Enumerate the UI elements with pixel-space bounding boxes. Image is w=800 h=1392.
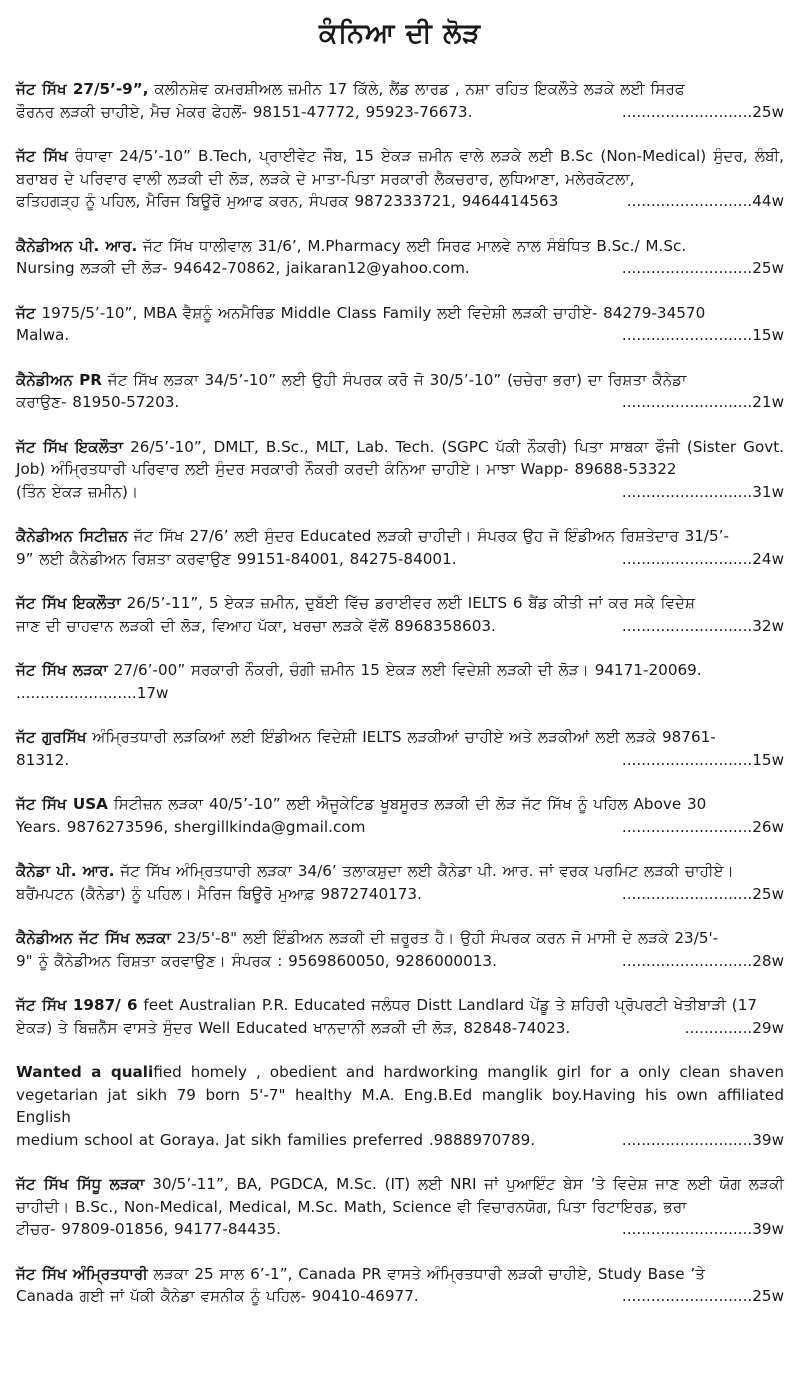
ad-last-line xyxy=(16,1218,784,1241)
ad-word-count: ...........................25w xyxy=(621,884,784,903)
ad-heading: ਕੈਨੇਡੀਅਨ ਪੀ. ਆਰ. xyxy=(16,236,138,255)
ad-last-line xyxy=(16,749,784,772)
ad-body: feet Australian P.R. Educated ਜਲੰਧਰ Distt Landlard ਪੇਂਡੂ ਤੇ ਸ਼ਹਿਰੀ ਪ੍ਰੋਪਰਟੀ ਖੇਤੀਬਾੜੀ (17 xyxy=(137,996,758,1015)
ad-last-text: .........................17w xyxy=(16,683,169,702)
ad-last-text: ਟੀਚਰ- 97809-01856, 94177-84435. xyxy=(16,1220,281,1239)
ad-heading: ਜੱਟ ਸਿੱਖ 27/5’-9”, xyxy=(16,80,149,99)
ad-last-text: ਕਰਾਉਣ- 81950-57203. xyxy=(16,393,180,412)
ad-body: ਜੱਟ ਸਿੱਖ 27/6’ ਲਈ ਸੁੰਦਰ Educated ਲੜਕੀ ਚਾਹੀਦੀ। ਸੰਪਰਕ ਉਹ ਜੋ ਇੰਡੀਅਨ ਰਿਸ਼ਤੇਦਾਰ 31/5’- xyxy=(127,527,729,546)
ad-last-text: medium school at Goraya. Jat sikh families preferred .9888970789. xyxy=(16,1130,536,1149)
ad-word-count: ..........................44w xyxy=(626,192,784,211)
ad-word-count: ...........................25w xyxy=(621,259,784,278)
ad-text xyxy=(16,145,784,190)
ad-body: 1975/5’-10”, MBA ਵੈਸ਼ਨੂੰ ਅਨਮੈਰਿਡ Middle Class Family ਲਈ ਵਿਦੇਸ਼ੀ ਲੜਕੀ ਚਾਹੀਏ- 84279-34570 xyxy=(35,303,706,322)
ad-last-line xyxy=(16,190,784,213)
ad-last-line xyxy=(16,101,784,124)
ad-text xyxy=(16,1263,784,1286)
ad-text xyxy=(16,369,784,392)
ad-text xyxy=(16,302,784,325)
ad-last-line xyxy=(16,883,784,906)
ad-body: ਅੰਮ੍ਰਿਤਧਾਰੀ ਲੜਕਿਆਂ ਲਈ ਇੰਡੀਅਨ ਵਿਦੇਸ਼ੀ IELTS ਲੜਕੀਆਂ ਚਾਹੀਏ ਅਤੇ ਲੜਕੀਆਂ ਲਈ ਲੜਕੇ 98761- xyxy=(86,728,716,747)
ad-last-line xyxy=(16,950,784,973)
ad-last-line xyxy=(16,1129,784,1152)
ad-heading: ਜੱਟ ਸਿੱਖ xyxy=(16,147,68,166)
ad-heading: ਜੱਟ ਸਿੱਖ 1987/ 6 xyxy=(16,996,138,1015)
ad-body: ਕਲੀਨਸ਼ੇਵ ਕਮਰਸ਼ੀਅਲ ਜ਼ਮੀਨ 17 ਕਿੱਲੇ, ਲੈਂਡ ਲਾਰਡ , ਨਸ਼ਾ ਰਹਿਤ ਇਕਲੌਤੇ ਲੜਕੇ ਲਈ ਸਿਰਫ xyxy=(148,80,685,99)
ad-text xyxy=(16,436,784,481)
ad-heading: ਜੱਟ ਸਿੱਖ USA xyxy=(16,795,108,814)
ad-heading: Wanted a quali xyxy=(16,1063,154,1082)
classified-ad xyxy=(16,436,784,504)
ad-word-count: ...........................28w xyxy=(621,951,784,970)
ad-last-text: Years. 9876273596, shergillkinda@gmail.com xyxy=(16,817,366,836)
ad-last-line xyxy=(16,257,784,280)
ad-last-line xyxy=(16,682,784,705)
ad-text xyxy=(16,235,784,258)
ad-heading: ਕੈਨੇਡੀਅਨ ਸਿਟੀਜ਼ਨ xyxy=(16,527,128,546)
classified-ad xyxy=(16,525,784,570)
ad-text xyxy=(16,1061,784,1129)
ad-word-count: ...........................25w xyxy=(621,1287,784,1306)
ad-word-count: ...........................25w xyxy=(621,102,784,121)
ad-word-count: ...........................26w xyxy=(621,817,784,836)
ad-body: 30/5’-11”, BA, PGDCA, M.Sc. (IT) ਲਈ NRI ਜਾਂ ਪੁਆਇੰਟ ਬੇਸ ’ਤੇ ਵਿਦੇਸ਼ ਜਾਣ ਲਈ ਯੋਗ ਲੜਕੀ ਚਾਹੀਦੀ। B.Sc., Non-Medical, Medical, M.Sc. Math, Science ਵੀ ਵਿਚਾਰਨਯੋਗ, ਪਿਤਾ ਰਿਟਾਇਰਡ, ਭਰਾ xyxy=(16,1175,784,1216)
ad-text xyxy=(16,994,784,1017)
classified-ad xyxy=(16,860,784,905)
ad-last-text: ਬਰੈਂਮਪਟਨ (ਕੈਨੇਡਾ) ਨੂੰ ਪਹਿਲ। ਮੈਰਿਜ ਬਿਊਰੋ ਮੁਆਫ਼ 9872740173. xyxy=(16,884,422,903)
classified-ad xyxy=(16,659,784,704)
ads-list xyxy=(16,78,784,1308)
ad-last-text: Malwa. xyxy=(16,326,70,345)
classified-ad xyxy=(16,1263,784,1308)
ad-body: ਲੜਕਾ 25 ਸਾਲ 6’-1”, Canada PR ਵਾਸਤੇ ਅੰਮ੍ਰਿਤਧਾਰੀ ਲੜਕੀ ਚਾਹੀਏ, Study Base ’ਤੇ xyxy=(147,1264,705,1283)
ad-word-count: ...........................32w xyxy=(621,616,784,635)
classified-ad xyxy=(16,927,784,972)
ad-last-line xyxy=(16,391,784,414)
classified-ad xyxy=(16,994,784,1039)
ad-last-text: (ਤਿੰਨ ਏਕੜ ਜ਼ਮੀਨ)। xyxy=(16,482,139,501)
ad-heading: ਕੈਨੇਡਾ ਪੀ. ਆਰ. xyxy=(16,862,115,881)
classified-ad xyxy=(16,235,784,280)
classified-ad xyxy=(16,1061,784,1151)
ad-body: 26/5’-11”, 5 ਏਕੜ ਜ਼ਮੀਨ, ਦੁਬੱਈ ਵਿੱਚ ਡਰਾਈਵਰ ਲਈ IELTS 6 ਬੈਂਡ ਕੀਤੀ ਜਾਂ ਕਰ ਸਕੇ ਵਿਦੇਸ਼ xyxy=(120,594,696,613)
ad-body: ਰੰਧਾਵਾ 24/5’-10” B.Tech, ਪ੍ਰਾਈਵੇਟ ਜੌਬ, 15 ਏਕੜ ਜ਼ਮੀਨ ਵਾਲੇ ਲੜਕੇ ਲਈ B.Sc (Non-Medical) ਸੁੰਦਰ, ਲੰਬੀ, ਬਰਾਬਰ ਦੇ ਪਰਿਵਾਰ ਵਾਲੀ ਲੜਕੀ ਦੀ ਲੋੜ, ਲੜਕੇ ਦੇ ਮਾਤਾ-ਪਿਤਾ ਸਰਕਾਰੀ ਲੈਕਚਰਾਰ, ਲੁਧਿਆਣਾ, ਮਲੇਰਕੋਟਲਾ, xyxy=(16,147,784,188)
ad-text xyxy=(16,927,784,950)
ad-last-line xyxy=(16,1017,784,1040)
ad-heading: ਜੱਟ ਸਿੱਖ ਇਕਲੌਤਾ xyxy=(16,437,124,456)
ad-word-count: ..............29w xyxy=(684,1018,784,1037)
classified-ad xyxy=(16,145,784,213)
ad-last-text: ਫਤਿਹਗੜ੍ਹ ਨੂੰ ਪਹਿਲ, ਮੈਰਿਜ ਬਿਊਰੋ ਮੁਆਫ ਕਰਨ, ਸੰਪਰਕ 9872333721, 9464414563 xyxy=(16,192,559,211)
ad-last-line xyxy=(16,481,784,504)
ad-word-count: ...........................24w xyxy=(621,549,784,568)
ad-last-text: Canada ਗਈ ਜਾਂ ਪੱਕੀ ਕੈਨੇਡਾ ਵਸਨੀਕ ਨੂੰ ਪਹਿਲ- 90410-46977. xyxy=(16,1287,419,1306)
ad-last-text: 9" ਨੂੰ ਕੈਨੇਡੀਅਨ ਰਿਸ਼ਤਾ ਕਰਵਾਉਣ। ਸੰਪਰਕ : 9569860050, 9286000013. xyxy=(16,951,497,970)
ad-word-count: ...........................31w xyxy=(621,482,784,501)
ad-heading: ਜੱਟ ਸਿੱਖ ਇਕਲੌਤਾ xyxy=(16,594,121,613)
classified-ad xyxy=(16,592,784,637)
classified-ad xyxy=(16,1173,784,1241)
ad-text xyxy=(16,78,784,101)
ad-heading: ਜੱਟ ਸਿੱਖ ਲੜਕਾ xyxy=(16,661,108,680)
classified-ad xyxy=(16,793,784,838)
ad-word-count: ...........................39w xyxy=(621,1220,784,1239)
ad-word-count: ...........................15w xyxy=(621,326,784,345)
ad-heading: ਜੱਟ ਗੁਰਸਿੱਖ xyxy=(16,728,87,747)
ad-text xyxy=(16,659,784,682)
ad-text xyxy=(16,726,784,749)
ad-body: ਜੱਟ ਸਿੱਖ ਧਾਲੀਵਾਲ 31/6’, M.Pharmacy ਲਈ ਸਿਰਫ ਮਾਲਵੇ ਨਾਲ ਸੰਬੰਧਿਤ B.Sc./ M.Sc. xyxy=(137,236,687,255)
ad-heading: ਕੈਨੇਡੀਅਨ PR xyxy=(16,370,102,389)
ad-word-count: ...........................15w xyxy=(621,750,784,769)
ad-body: fied homely , obedient and hardworking manglik girl for a only clean shaven vegetarian jat sikh 79 born 5'-7" healthy M.A. Eng.B.Ed manglik boy.Having his own affiliated English xyxy=(16,1063,785,1127)
ad-heading: ਜੱਟ ਸਿੱਖ ਸਿੱਧੂ ਲੜਕਾ xyxy=(16,1175,145,1194)
ad-word-count: ...........................39w xyxy=(621,1130,784,1149)
ad-body: ਜੱਟ ਸਿੱਖ ਲੜਕਾ 34/5’-10” ਲਈ ਉਹੀ ਸੰਪਰਕ ਕਰੋ ਜੋ 30/5’-10” (ਚਚੇਰਾ ਭਰਾ) ਦਾ ਰਿਸ਼ਤਾ ਕੈਨੇਡਾ xyxy=(101,370,687,389)
ad-word-count: ...........................21w xyxy=(621,393,784,412)
ad-last-text: ਜਾਣ ਦੀ ਚਾਹਵਾਨ ਲੜਕੀ ਦੀ ਲੋੜ, ਵਿਆਹ ਪੱਕਾ, ਖਰਚਾ ਲੜਕੇ ਵੱਲੋਂ 8968358603. xyxy=(16,616,496,635)
ad-body: 23/5'-8" ਲਈ ਇੰਡੀਅਨ ਲੜਕੀ ਦੀ ਜ਼ਰੂਰਤ ਹੈ। ਉਹੀ ਸੰਪਰਕ ਕਰਨ ਜੋ ਮਾਸੀ ਦੇ ਲੜਕੇ 23/5'- xyxy=(170,929,719,948)
ad-last-text: Nursing ਲੜਕੀ ਦੀ ਲੋੜ- 94642-70862, jaikaran12@yahoo.com. xyxy=(16,259,470,278)
ad-heading: ਜੱਟ ਸਿੱਖ ਅੰਮ੍ਰਿਤਧਾਰੀ xyxy=(16,1264,148,1283)
ad-last-text: ਫੌਰਨਰ ਲੜਕੀ ਚਾਹੀਏ, ਮੈਚ ਮੇਕਰ ਫੇਹਲੋਂ- 98151-47772, 95923-76673. xyxy=(16,102,473,121)
ad-last-line xyxy=(16,615,784,638)
ad-heading: ਕੈਨੇਡੀਅਨ ਜੱਟ ਸਿੱਖ ਲੜਕਾ xyxy=(16,929,171,948)
ad-text xyxy=(16,1173,784,1218)
classified-ad xyxy=(16,302,784,347)
classified-ad xyxy=(16,726,784,771)
ad-text xyxy=(16,860,784,883)
page-title: ਕੰਨਿਆ ਦੀ ਲੋੜ xyxy=(318,18,482,49)
ad-last-text: 81312. xyxy=(16,750,70,769)
ad-text xyxy=(16,793,784,816)
ad-last-line xyxy=(16,324,784,347)
ad-last-line xyxy=(16,548,784,571)
ad-body: 27/6’-00” ਸਰਕਾਰੀ ਨੌਕਰੀ, ਚੰਗੀ ਜ਼ਮੀਨ 15 ਏਕੜ ਲਈ ਵਿਦੇਸ਼ੀ ਲੜਕੀ ਦੀ ਲੋੜ। 94171-20069. xyxy=(107,661,702,680)
ad-body: 26/5’-10”, DMLT, B.Sc., MLT, Lab. Tech. (SGPC ਪੱਕੀ ਨੌਕਰੀ) ਪਿਤਾ ਸਾਬਕਾ ਫੌਜੀ (Sister Govt. Job) ਅੰਮ੍ਰਿਤਧਾਰੀ ਪਰਿਵਾਰ ਲਈ ਸੁੰਦਰ ਸਰਕਾਰੀ ਨੌਕਰੀ ਕਰਦੀ ਕੰਨਿਆ ਚਾਹੀਏ। ਮਾਝਾ Wapp- 89688-53322 xyxy=(16,437,785,479)
ad-body: ਜੱਟ ਸਿੱਖ ਅੰਮ੍ਰਿਤਧਾਰੀ ਲੜਕਾ 34/6’ ਤਲਾਕਸ਼ੁਦਾ ਲਈ ਕੈਨੇਡਾ ਪੀ. ਆਰ. ਜਾਂ ਵਰਕ ਪਰਮਿਟ ਲੜਕੀ ਚਾਹੀਏ। xyxy=(114,862,734,881)
ad-last-text: ਏਕੜ) ਤੇ ਬਿਜ਼ਨੈੱਸ ਵਾਸਤੇ ਸੁੰਦਰ Well Educated ਖਾਨਦਾਨੀ ਲੜਕੀ ਦੀ ਲੋੜ, 82848-74023. xyxy=(16,1018,571,1037)
classified-ad xyxy=(16,78,784,123)
ad-text xyxy=(16,525,784,548)
ad-last-line xyxy=(16,1285,784,1308)
ad-heading: ਜੱਟ xyxy=(16,303,36,322)
classified-ad xyxy=(16,369,784,414)
ad-last-line xyxy=(16,816,784,839)
ad-last-text: 9” ਲਈ ਕੈਨੇਡੀਅਨ ਰਿਸ਼ਤਾ ਕਰਵਾਉਣ 99151-84001, 84275-84001. xyxy=(16,549,457,568)
ad-body: ਸਿਟੀਜ਼ਨ ਲੜਕਾ 40/5’-10” ਲਈ ਐਜੂਕੇਟਿਡ ਖੂਬਸੂਰਤ ਲੜਕੀ ਦੀ ਲੋੜ ਜੱਟ ਸਿੱਖ ਨੂੰ ਪਹਿਲ Above 30 xyxy=(107,795,707,814)
ad-text xyxy=(16,592,784,615)
